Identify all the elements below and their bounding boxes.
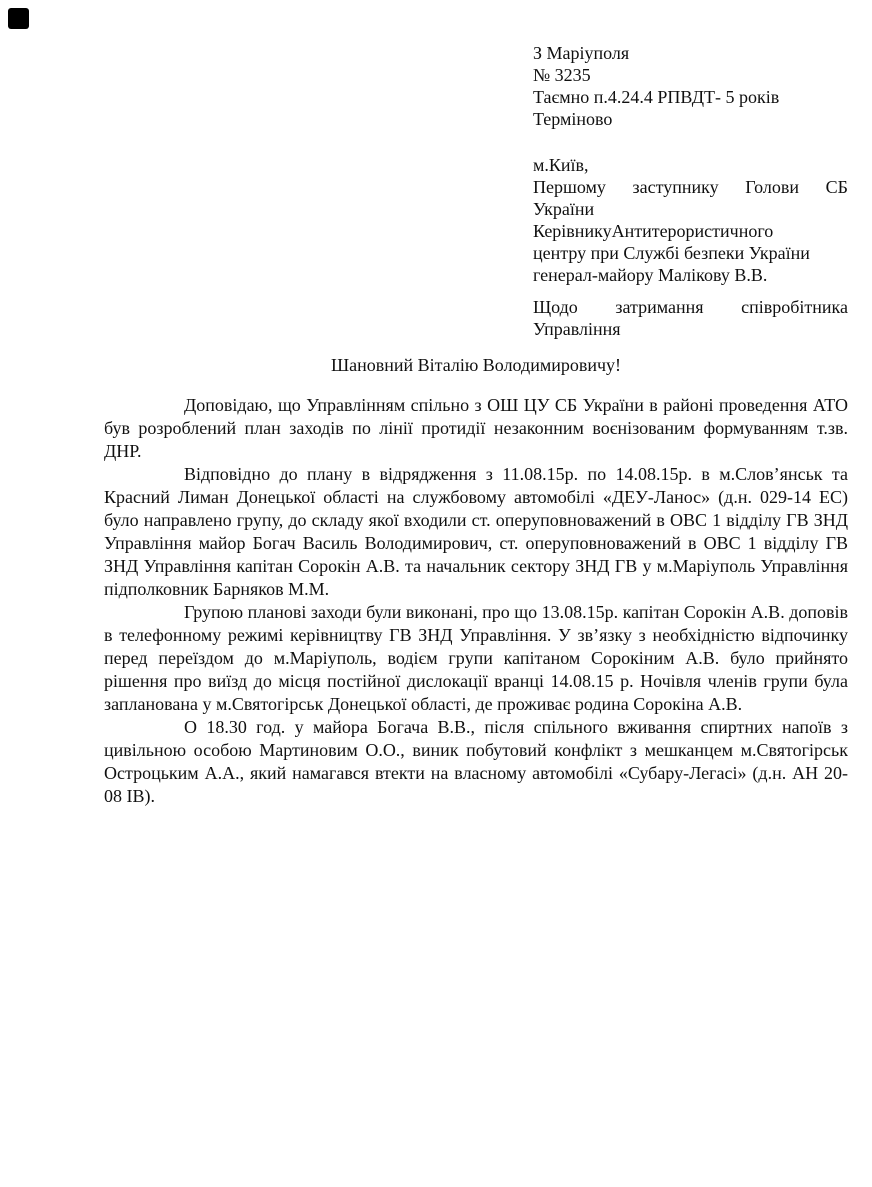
classification-line: Таємно п.4.24.4 РПВДТ- 5 років <box>533 87 780 107</box>
document-header-column <box>533 42 848 340</box>
body-paragraph: О 18.30 год. у майора Богача В.В., після спільного вживання спиртних напоїв з цивільною особою Мартиновим О.О., виник побутовий конфлікт з мешканцем м.Святогірськ Остроцьким А.А., який намагався втекти на власному автомобілі «Субару-Легасі» (д.н. АН 20-08 ІВ). <box>104 717 848 806</box>
body-paragraph: Групою планові заходи були виконані, про що 13.08.15р. капітан Сорокін А.В. доповів в телефонному режимі керівництву ГВ ЗНД Управління. У зв’язку з необхідністю відпочинку перед переїздом до м.Маріуполь, водієм групи капітаном Сорокіним А.В. було прийнято рішення про виїзд до місця постійної дислокації вранці 14.08.15 р. Ночівля членів групи була запланована у м.Святогірськ Донецької області, де проживає родина Сорокіна А.В. <box>104 602 848 714</box>
spacer <box>533 130 848 154</box>
recipient-line: КерівникуАнтитерористичного <box>533 221 774 241</box>
recipient-line: України <box>533 199 595 219</box>
body-paragraph: Доповідаю, що Управлінням спільно з ОШ ЦУ СБ України в районі проведення АТО був розроблений план заходів по лінії протидії незаконним воєнізованим формуванням т.зв. ДНР. <box>104 395 848 461</box>
salutation: Шановний Віталію Володимировичу! <box>330 355 622 375</box>
body-paragraph: Відповідно до плану в відрядження з 11.08.15р. по 14.08.15р. в м.Слов’янськ та Красний Лиман Донецької області на службовому автомобілі «ДЕУ-Ланос» (д.н. 029-14 ЕС) було направлено групу, до складу якої входили ст. оперуповноважений в ОВС 1 відділу ГВ ЗНД Управління майор Богач Василь Володимирович, ст. оперуповноважений в ОВС 1 відділу ГВ ЗНД Управління капітан Сорокін А.В. та начальник сектору ЗНД ГВ у м.Маріуполь Управління підполковник Барняков М.М. <box>104 464 848 599</box>
corner-mark-icon <box>8 8 29 29</box>
document-body <box>104 354 848 808</box>
recipient-line: Першому заступнику Голови СБ <box>533 177 848 197</box>
recipient-line: генерал-майору Малікову В.В. <box>533 265 768 285</box>
spacer <box>533 286 848 296</box>
recipient-city: м.Київ, <box>533 155 589 175</box>
subject-line: Щодо затримання співробітника <box>533 297 848 317</box>
subject-line: Управління <box>533 319 621 339</box>
urgency-line: Терміново <box>533 109 613 129</box>
recipient-line: центру при Службі безпеки України <box>533 243 810 263</box>
document-number: № 3235 <box>533 65 591 85</box>
origin-line: З Маріуполя <box>533 43 630 63</box>
